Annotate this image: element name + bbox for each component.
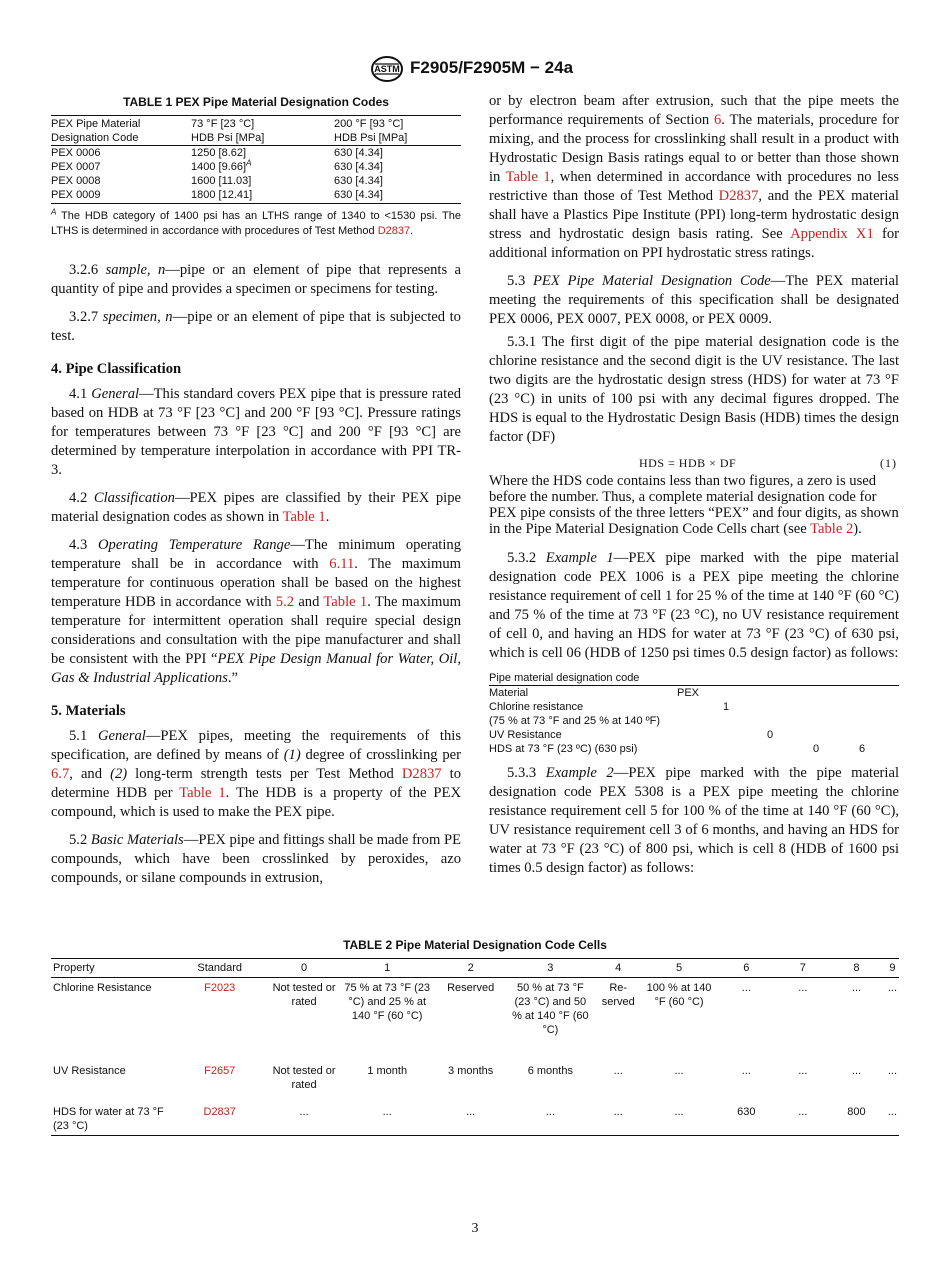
table1 (51, 95, 461, 239)
table-row (489, 700, 899, 714)
table-cell: Not tested or rated (272, 1065, 336, 1091)
table-cell: 630 [4.34] (334, 175, 383, 187)
term: specimen, n (102, 309, 173, 325)
table-cell: ... (593, 1102, 644, 1136)
section-number: 5.3.3 (507, 765, 546, 781)
link-f2023[interactable]: F2023 (204, 982, 236, 994)
link-d2837[interactable]: D2837 (203, 1106, 236, 1118)
table-cell: 1250 [8.62] (191, 147, 247, 159)
table-cell: ... (341, 1102, 433, 1136)
table-cell: Re-served (601, 982, 635, 1008)
table-cell: 800 (827, 1102, 886, 1136)
table-row (51, 978, 899, 1062)
link-table-1[interactable]: Table 1 (323, 594, 368, 610)
heading-materials: 5. Materials (51, 703, 126, 719)
section-5-3-2 (489, 549, 899, 663)
example-1-code-table (489, 671, 899, 756)
paragraph-text: Where the HDS code contains less than two figures, a zero is used before the number. Thus, a complete material designation code for PEX pipe consists of the three letters “PEX” and four digits, as shown in the Pipe Material Designation Code Cells chart (see (489, 473, 899, 537)
table-cell: 1 (723, 701, 730, 713)
table-cell: HDS for water at 73 °F (23 °C) (51, 1102, 173, 1136)
section-3-2-7 (51, 308, 461, 346)
table-cell: ... (741, 1065, 751, 1077)
heading-pipe-classification: 4. Pipe Classification (51, 361, 182, 377)
table-cell: Reserved (447, 982, 495, 994)
section-5-1 (51, 727, 461, 822)
header-cell: 5 (644, 959, 714, 978)
table-row (51, 1102, 899, 1136)
header-cell: PEX Pipe Material (51, 116, 191, 132)
header-cell: Property (51, 959, 173, 978)
table-cell (859, 686, 899, 701)
table-cell: 1800 [12.41] (191, 188, 334, 204)
section-4-3 (51, 536, 461, 688)
table-row (489, 686, 899, 701)
table-cell (677, 700, 723, 714)
table-cell: Material (489, 687, 529, 699)
table-cell: ... (674, 1065, 684, 1077)
section-number: 5.2 (69, 832, 91, 848)
section-number: 3.2.7 (69, 309, 103, 325)
term: sample, n (105, 262, 166, 278)
header-cell: 4 (593, 959, 644, 978)
paragraph-text: or by electron beam after extrusion, such that the pipe meets the performance requirements of Section (489, 93, 899, 128)
table2-title: TABLE 2 Pipe Material Designation Code Cells (343, 938, 607, 952)
table1-title: TABLE 1 PEX Pipe Material Designation Codes (123, 95, 389, 109)
link-d2837[interactable]: D2837 (377, 225, 411, 237)
table-cell (767, 742, 813, 756)
svg-text:ASTM: ASTM (374, 64, 400, 74)
table-cell: ... (887, 982, 897, 994)
paragraph-text: —PEX pipe marked with the pipe material designation code PEX 1006 is a PEX pipe meeting the chlorine resistance requirement of cell 1 for 25 % of the time at 140 °F (60 °C) and 75 % of the time at 73 °F (23 °C), no UV resistance requirement of cell 0, and having an HDS for water at 73 °F (23 °C) of 630 psi, which is cell 06 (HDB of 1250 psi times 0.5 design factor) as follows: (489, 550, 899, 661)
table-cell: HDS at 73 °F (23 ºC) (630 psi) (489, 743, 638, 755)
table-cell: UV Resistance (53, 1065, 126, 1077)
table-row (51, 188, 461, 204)
table-row (51, 146, 461, 161)
term: Operating Temperature Range (98, 537, 291, 553)
link-section-6[interactable]: 6 (713, 112, 722, 128)
equation-explanation (489, 473, 899, 537)
table-row (51, 1061, 899, 1102)
term: Example 1 (545, 550, 614, 566)
table-cell (173, 1061, 267, 1102)
table-cell (723, 728, 767, 742)
left-column (51, 92, 461, 888)
paragraph-text: to determine HDB per (51, 766, 461, 801)
section-5-3-1: 5.3.1 The first digit of the pipe material designation code is the chlorine resistance and the second digit is the UV resistance. The last two digits are the hydrostatic design stress (HDS) for water at 73 °F (23 °C) in units of 100 psi with any decimal figures dropped. The HDS is equal to the Hydrostatic Design Basis (HDB) times the design factor (DF) (489, 334, 899, 445)
table-cell: ... (851, 982, 862, 994)
table-cell: ... (851, 1065, 862, 1077)
paragraph-text: . The maximum temperature for continuous operation shall be based on the highest temperature HDB in accordance with (51, 556, 461, 610)
table-cell: ... (798, 1065, 808, 1077)
section-number: 3.2.6 (69, 262, 106, 278)
paragraph-text: —PEX pipes, meeting the requirements of this specification, are defined by means of (51, 728, 461, 763)
link-f2657[interactable]: F2657 (204, 1065, 236, 1077)
punctuation: .” (227, 670, 239, 686)
table-row (489, 714, 899, 728)
header-cell: 200 °F [93 °C] (334, 116, 461, 132)
enumerator: (2) (110, 766, 128, 782)
footnote-marker: A (51, 207, 57, 217)
table-cell (813, 700, 859, 714)
paragraph-text: —PEX pipes are classified by their PEX pipe material designation codes as shown in (51, 490, 462, 525)
table1-footnote (51, 209, 461, 239)
footnote-text: The HDB category of 1400 psi has an LTHS range of 1340 to <1530 psi. The LTHS is determined in accordance with procedures of Test Method (51, 210, 461, 237)
table-header-row (51, 116, 461, 132)
paragraph-text: —PEX pipe marked with the pipe material designation code PEX 5308 is a PEX pipe meeting the chlorine resistance requirement cell 5 for 100 % of the time at 140 °F (60 °C), UV resistance requirement cell 3 of 6 months, and having an HDS for water at 73 °F (23 °C) of 800 psi, which is cell 8 (HDB of 1600 psi times 0.5 design factor) as follows: (489, 765, 899, 876)
equation-number: (1) (880, 456, 897, 470)
table-cell: 630 [4.34] (334, 188, 461, 204)
table-row (51, 160, 461, 174)
paragraph-text: , and (69, 766, 111, 782)
header-cell: 3 (508, 959, 592, 978)
term: Basic Materials (90, 832, 184, 848)
header-cell: Designation Code (51, 131, 191, 146)
right-column (489, 92, 899, 878)
table-cell: ... (613, 1065, 623, 1077)
table-cell: ... (267, 1102, 341, 1136)
section-number: 4.1 (69, 386, 92, 402)
punctuation: . (325, 509, 330, 525)
table-cell: 6 months (527, 1065, 573, 1077)
table-cell: ... (798, 982, 808, 994)
table-cell: 1600 [11.03] (191, 175, 252, 187)
link-6-11[interactable]: 6.11 (329, 556, 355, 572)
punctuation: ). (853, 521, 862, 537)
table-cell: ... (779, 1102, 828, 1136)
footnote-marker: A (246, 158, 252, 168)
paragraph-text: . The maximum temperature for intermittent operation shall require special design considerations and consultation with the pipe manufacturer and shall be consistent with the PPI “ (51, 594, 461, 667)
header-cell: 73 °F [23 °C] (191, 116, 334, 132)
paragraph-text: . The materials, procedure for mixing, and the process for crosslinking shall result in a product with Hydrostatic Design Basis ratings equal to or better than those shown in (489, 112, 899, 185)
paragraph-text: . The HDB is a property of the PEX compound, which is used to make the PEX pipe. (51, 785, 461, 820)
table-cell: 630 [4.34] (334, 147, 383, 159)
section-5-3 (489, 272, 899, 329)
table-cell: PEX 0007 (51, 161, 101, 173)
table-cell: UV Resistance (489, 729, 562, 741)
table-cell: 6 (859, 743, 866, 755)
paragraph-text: and (294, 594, 324, 610)
section-number: 4.2 (69, 490, 94, 506)
table-cell (677, 742, 723, 756)
term: General (91, 386, 140, 402)
table2 (51, 935, 899, 1136)
table-cell: PEX 0009 (51, 188, 191, 204)
link-6-7[interactable]: 6.7 (51, 766, 70, 782)
enumerator: (1) (283, 747, 301, 763)
table-cell: 75 % at 73 °F (23 °C) and 25 % at 140 °F (60 °C) (344, 982, 431, 1022)
table-cell: 3 months (448, 1065, 494, 1077)
table-cell: PEX 0006 (51, 147, 101, 159)
paragraph-text: degree of crosslinking per (300, 747, 461, 763)
cell-value: 1400 [9.66] (191, 161, 247, 173)
table-cell (173, 978, 267, 1062)
header-cell: 9 (886, 959, 899, 978)
table-cell (813, 728, 859, 742)
table-cell (767, 700, 813, 714)
term: General (97, 728, 146, 744)
table-cell (723, 742, 767, 756)
header-cell: 7 (779, 959, 828, 978)
page-header (0, 55, 950, 85)
paragraph-text: , and the PEX material shall have a Plastics Pipe Institute (PPI) long-term hydrostatic design stress and hydrostatic design basis rating. See (489, 188, 899, 242)
header-cell: 2 (433, 959, 508, 978)
section-3-2-6 (51, 261, 461, 299)
section-5-2 (51, 831, 461, 888)
link-appendix-x1[interactable]: Appendix X1 (790, 226, 874, 242)
table-header-row (489, 671, 899, 686)
equation-body: HDS = HDB × DF (639, 456, 737, 470)
link-d2837[interactable]: D2837 (401, 766, 442, 782)
table-cell (813, 686, 859, 701)
table-cell: 1 month (367, 1065, 408, 1077)
paragraph-text: , when determined in accordance with procedures no less restrictive than those of Test Method (489, 169, 899, 204)
section-number: 5.3 (507, 273, 534, 289)
link-d2837[interactable]: D2837 (718, 188, 759, 204)
table-cell (677, 728, 723, 742)
paragraph-text: —The PEX material meeting the requirements of this specification shall be designated PEX 0006, PEX 0007, PEX 0008, or PEX 0009. (489, 273, 899, 327)
table-cell (723, 686, 767, 701)
link-table-1[interactable]: Table 1 (179, 785, 226, 801)
header-cell: HDB Psi [MPa] (334, 131, 461, 146)
publication-title: PEX Pipe Design Manual for Water, Oil, Gas & Industrial Applications (51, 651, 461, 686)
table-cell: PEX 0008 (51, 175, 101, 187)
header-cell: Standard (173, 959, 267, 978)
table-cell: Not tested or rated (272, 982, 336, 1008)
paragraph-text: —PEX pipe and fittings shall be made from PE compounds, which have been crosslinked by peroxides, azo compounds, or silane compounds in extrusion, (51, 832, 461, 886)
header-cell: HDB Psi [MPa] (191, 131, 334, 146)
table-row (51, 174, 461, 188)
paragraph-text: for additional information on PPI hydrostatic stress ratings. (489, 226, 900, 261)
table-cell: 50 % at 73 °F (23 °C) and 50 % at 140 °F (60 °C) (512, 982, 589, 1036)
table-cell (859, 700, 899, 714)
link-table-2[interactable]: Table 2 (810, 521, 854, 537)
table-cell (191, 160, 334, 174)
table-cell: ... (644, 1102, 714, 1136)
section-5-2-continued (489, 92, 899, 263)
table-cell (767, 686, 813, 701)
section-number: 4.3 (69, 537, 99, 553)
table-cell: ... (741, 982, 751, 994)
term: PEX Pipe Material Designation Code (533, 273, 771, 289)
punctuation: . (410, 225, 414, 237)
table-cell: ... (886, 1102, 899, 1136)
table-cell: 630 [4.34] (334, 161, 383, 173)
table-cell (173, 1102, 267, 1136)
term: Example 2 (545, 765, 614, 781)
astm-logo-icon (369, 55, 405, 83)
term: Classification (93, 490, 175, 506)
table-cell: ... (887, 1065, 897, 1077)
section-number: 5.3.2 (507, 550, 546, 566)
table-header-row (51, 959, 899, 978)
equation-1 (489, 451, 899, 473)
table-cell: 0 (767, 729, 774, 741)
table-cell: Chlorine resistance (489, 701, 584, 713)
table-row (489, 742, 899, 756)
section-4-2 (51, 489, 461, 527)
table-cell: 0 (813, 743, 820, 755)
header-cell: Pipe material designation code (489, 671, 899, 686)
table-cell: 630 (714, 1102, 778, 1136)
link-table-1[interactable]: Table 1 (505, 169, 551, 185)
table-cell: ... (433, 1102, 508, 1136)
table-cell: Chlorine Resistance (53, 982, 152, 994)
header-cell: 6 (714, 959, 778, 978)
section-5-3-3 (489, 764, 899, 878)
table-cell: ... (508, 1102, 592, 1136)
table1-grid (51, 115, 461, 204)
table2-grid (51, 958, 899, 1136)
header-cell: 1 (341, 959, 433, 978)
table-row (489, 728, 899, 742)
page-number: 3 (471, 1221, 479, 1236)
header-cell: 0 (267, 959, 341, 978)
paragraph-text: —The minimum operating temperature shall be in accordance with (51, 537, 462, 572)
paragraph-text: —pipe or an element of pipe that represents a quantity of pipe and provides a specimen or specimens for testing. (51, 262, 461, 297)
section-number: 5.1 (69, 728, 98, 744)
table-cell: PEX (677, 687, 700, 699)
paragraph-text: —This standard covers PEX pipe that is pressure rated based on HDB at 73 °F [23 °C] and 200 °F [93 °C]. Pressure ratings for temperatures between 73 °F [23 °C] and 200 °F [93 °C] are determined by temperature interpolation in accordance with PPI TR-3. (51, 386, 461, 478)
table-cell: (75 % at 73 °F and 25 % at 140 ºF) (489, 715, 661, 727)
paragraph-text: long-term strength tests per Test Method (127, 766, 402, 782)
table-cell (859, 728, 899, 742)
header-cell: 8 (827, 959, 886, 978)
table-cell: 100 % at 140 °F (60 °C) (646, 982, 712, 1008)
table-header-row (51, 131, 461, 146)
section-4-1 (51, 385, 461, 480)
link-5-2[interactable]: 5.2 (275, 594, 295, 610)
link-table-1[interactable]: Table 1 (282, 509, 326, 525)
document-designation: F2905/F2905M − 24a (410, 58, 574, 77)
paragraph-text: —pipe or an element of pipe that is subjected to test. (51, 309, 461, 344)
